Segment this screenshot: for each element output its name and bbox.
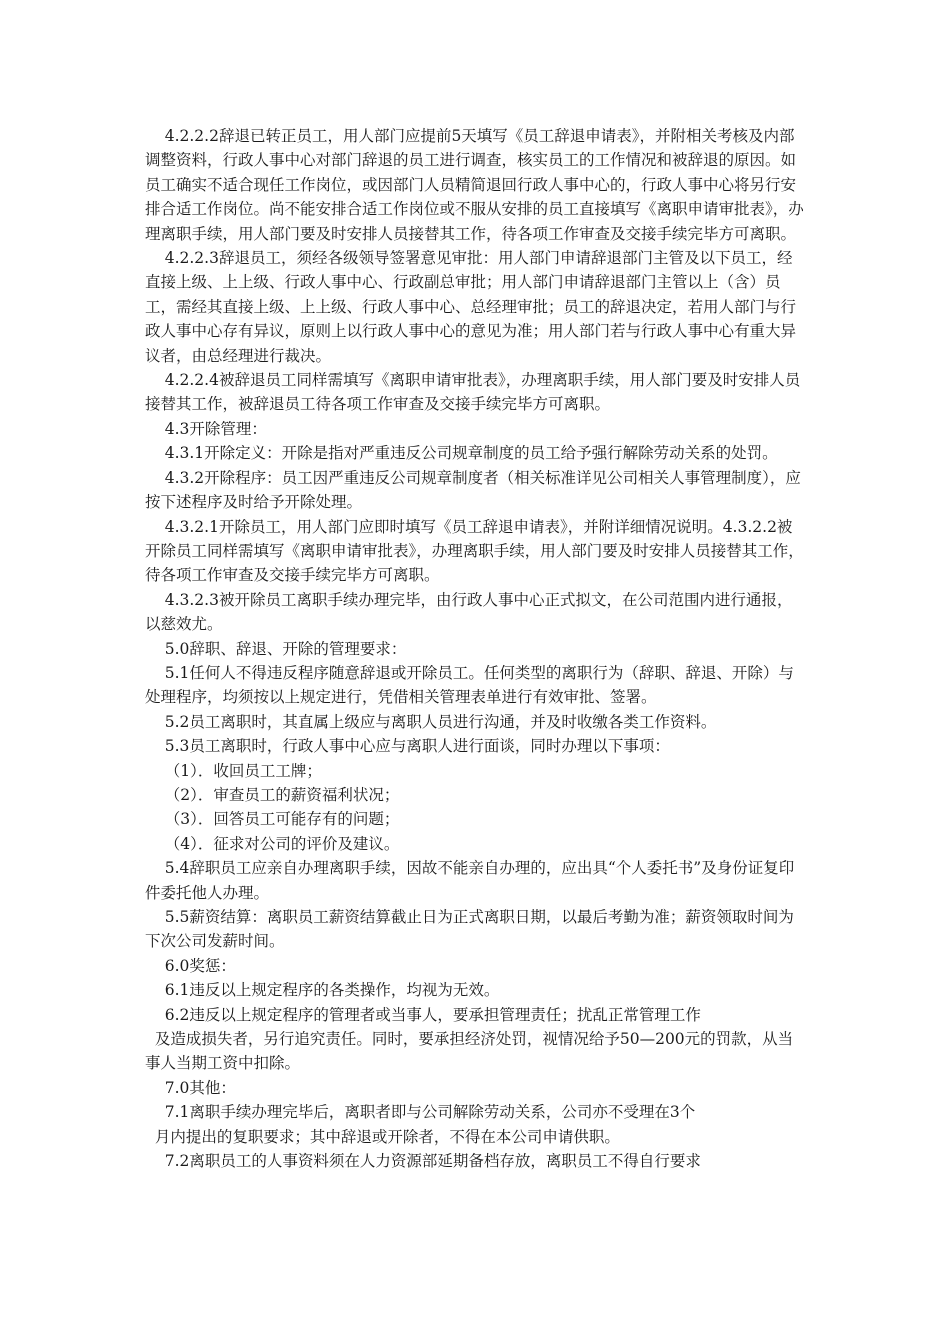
heading-7-0: 7.0其他：	[145, 1078, 236, 1097]
paragraph-7-1-cont: 月内提出的复职要求；其中辞退或开除者，不得在本公司申请供职。	[145, 1127, 620, 1146]
paragraph-4-3-1: 4.3.1开除定义：开除是指对严重违反公司规章制度的员工给予强行解除劳动关系的处罚。	[145, 444, 778, 463]
list-item-3: （3）．回答员工可能存有的问题；	[145, 810, 400, 829]
paragraph-4-2-2-4: 4.2.2.4被辞退员工同样需填写《离职申请审批表》，办理离职手续，用人部门要及时安排人员接替其工作，被辞退员工待各项工作审查及交接手续完毕方可离职。	[145, 371, 801, 414]
paragraph-4-2-2-3: 4.2.2.3辞退员工，须经各级领导签署意见审批：用人部门申请辞退部门主管及以下员工，经直接上级、上上级、行政人事中心、行政副总审批；用人部门申请辞退部门主管以上（含）员工，需经其直接上级、上上级、行政人事中心、总经理审批；员工的辞退决定，若用人部门与行政人事中心存有异议，原则上以行政人事中心的意见为准；用人部门若与行政人事中心有重大异议者，由总经理进行裁决。	[145, 249, 797, 365]
heading-6-0: 6.0奖惩：	[145, 956, 236, 975]
heading-5-0: 5.0辞职、辞退、开除的管理要求：	[145, 639, 407, 658]
paragraph-6-1: 6.1违反以上规定程序的各类操作，均视为无效。	[145, 981, 500, 1000]
list-item-2: （2）．审查员工的薪资福利状况；	[145, 785, 400, 804]
paragraph-5-3: 5.3员工离职时，行政人事中心应与离职人进行面谈，同时办理以下事项：	[145, 737, 670, 756]
paragraph-6-2: 6.2违反以上规定程序的管理者或当事人，要承担管理责任；扰乱正常管理工作	[145, 1005, 701, 1024]
paragraph-5-2: 5.2员工离职时，其直属上级应与离职人员进行沟通，并及时收缴各类工作资料。	[145, 712, 717, 731]
paragraph-5-4: 5.4辞职员工应亲自办理离职手续，因故不能亲自办理的，应出具“个人委托书”及身份证复印件委托他人办理。	[145, 859, 795, 902]
paragraph-6-2-cont: 及造成损失者，另行追究责任。同时，要承担经济处罚，视情况给予50—200元的罚款，从当事人当期工资中扣除。	[145, 1030, 794, 1073]
paragraph-7-2: 7.2离职员工的人事资料须在人力资源部延期备档存放，离职员工不得自行要求	[145, 1152, 701, 1171]
paragraph-5-5: 5.5薪资结算：离职员工薪资结算截止日为正式离职日期，以最后考勤为准；薪资领取时间为下次公司发薪时间。	[145, 908, 794, 951]
paragraph-7-1: 7.1离职手续办理完毕后，离职者即与公司解除劳动关系，公司亦不受理在3个	[145, 1103, 696, 1122]
list-item-1: （1）．收回员工工牌；	[145, 761, 322, 780]
paragraph-4-3-2: 4.3.2开除程序：员工因严重违反公司规章制度者（相关标准详见公司相关人事管理制度），应按下述程序及时给予开除处理。	[145, 468, 801, 512]
paragraph-5-1: 5.1任何人不得违反程序随意辞退或开除员工。任何类型的离职行为（辞职、辞退、开除）与处理程序，均须按以上规定进行，凭借相关管理表单进行有效审批、签署。	[145, 663, 794, 707]
paragraph-4-3-2-1: 4.3.2.1开除员工，用人部门应即时填写《员工辞退申请表》，并附详细情况说明。4.3.2.2被开除员工同样需填写《离职申请审批表》，办理离职手续，用人部门要及时安排人员接替其工作，待各项工作审查及交接手续完毕方可离职。	[145, 517, 804, 585]
document-body	[145, 124, 805, 1173]
paragraph-4-3-2-3: 4.3.2.3被开除员工离职手续办理完毕，由行政人事中心正式拟文，在公司范围内进行通报，以慈效尤。	[145, 590, 793, 634]
paragraph-4-2-2-2: 4.2.2.2辞退已转正员工，用人部门应提前5天填写《员工辞退申请表》，并附相关考核及内部调整资料，行政人事中心对部门辞退的员工进行调查，核实员工的工作情况和被辞退的原因。如员工确实不适合现任工作岗位，或因部门人员精简退回行政人事中心的，行政人事中心将另行安排合适工作岗位。尚不能安排合适工作岗位或不服从安排的员工直接填写《离职申请审批表》，办理离职手续，用人部门要及时安排人员接替其工作，待各项工作审查及交接手续完毕方可离职。	[145, 127, 804, 243]
list-item-4: （4）．征求对公司的评价及建议。	[145, 834, 400, 853]
heading-4-3: 4.3开除管理：	[145, 419, 267, 438]
